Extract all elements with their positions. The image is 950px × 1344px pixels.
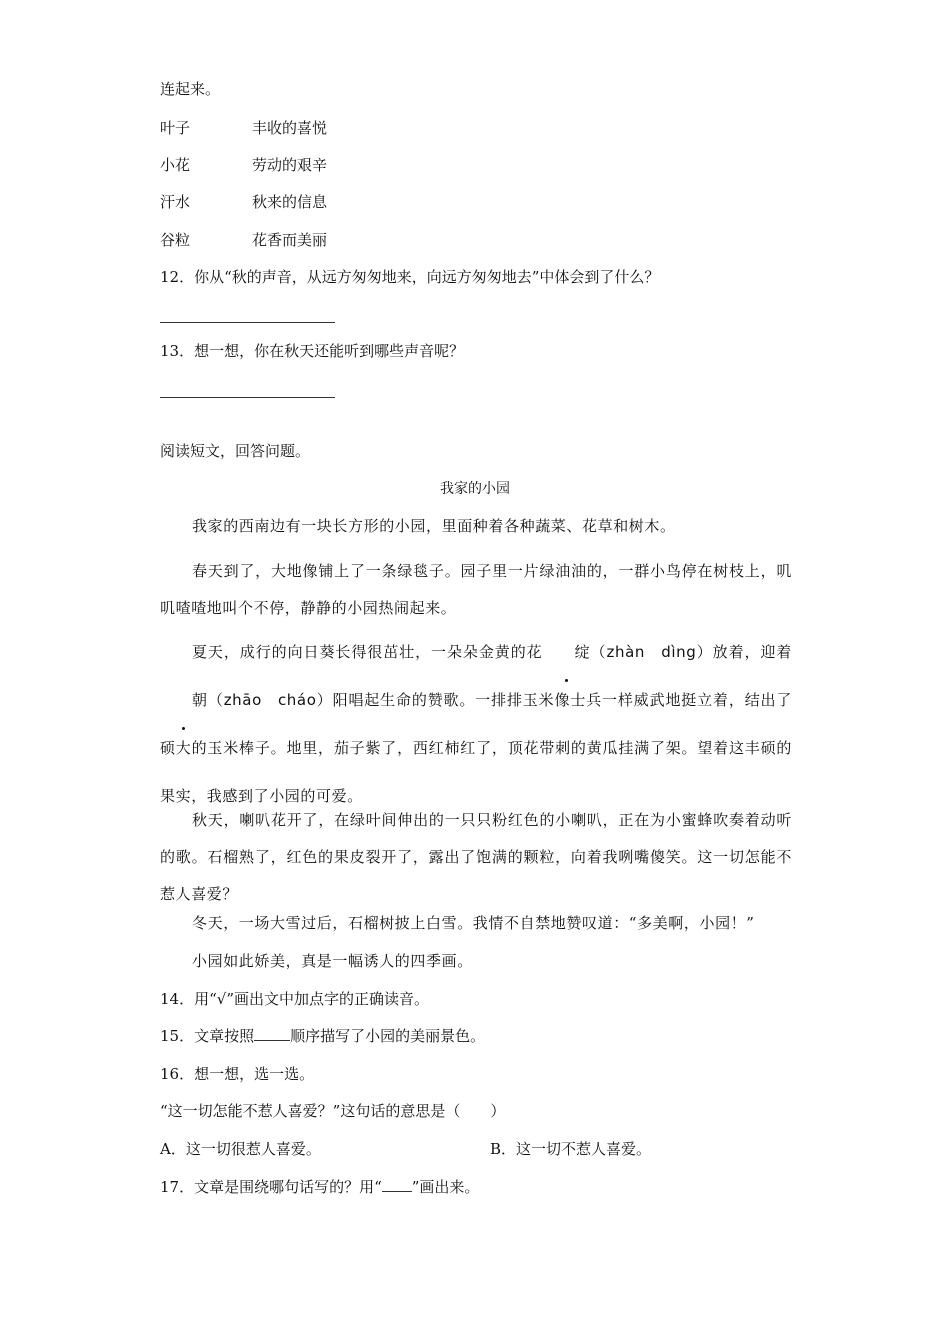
question-15 xyxy=(160,1026,485,1046)
p3-text-c: 阳唱起生命的赞歌。一排排玉米像士兵一样威武地挺立着，结出了硕大的玉米棒子。地里，茄子紫了，西红柿红了，顶花带刺的黄瓜挂满了架。望着这丰硕的果实，我感到了小园的可爱。 xyxy=(160,691,792,805)
answer-blank-12[interactable] xyxy=(160,322,335,323)
matching-right-1: 丰收的喜悦 xyxy=(252,119,328,137)
question-14: 14．用“√”画出文中加点字的正确读音。 xyxy=(160,990,429,1008)
matching-left-2: 小花 xyxy=(160,156,191,174)
q17-text-a: 17．文章是围绕哪句话写的？用“ xyxy=(160,1178,382,1196)
matching-left-3: 汗水 xyxy=(160,193,191,211)
question-17 xyxy=(160,1177,479,1197)
question-16-stem: “这一切怎能不惹人喜爱？”这句话的意思是（ ） xyxy=(160,1102,506,1120)
pinyin-options-1: （zhàn dìng） xyxy=(590,643,713,661)
matching-left-1: 叶子 xyxy=(160,119,191,137)
question-16: 16．想一想，选一选。 xyxy=(160,1065,315,1083)
passage-p1: 我家的西南边有一块长方形的小园，里面种着各种蔬菜、花草和树木。 xyxy=(192,517,676,535)
matching-right-4: 花香而美丽 xyxy=(252,231,328,249)
question-12: 12．你从“秋的声音，从远方匆匆地来，向远方匆匆地去”中体会到了什么？ xyxy=(160,268,660,286)
underline-mark xyxy=(382,1177,412,1192)
q11-tail: 连起来。 xyxy=(160,80,221,98)
passage-p2: 春天到了，大地像铺上了一条绿毯子。园子里一片绿油油的，一群小鸟停在树枝上，叽叽喳喳地叫个不停，静静的小园热闹起来。 xyxy=(160,562,792,617)
passage-p6: 小园如此娇美，真是一幅诱人的四季画。 xyxy=(192,952,473,970)
passage-p4: 秋天，喇叭花开了，在绿叶间伸出的一只只粉红色的小喇叭，正在为小蜜蜂吹奏着动听的歌。石榴熟了，红色的果皮裂开了，露出了饱满的颗粒，向着我咧嘴傻笑。这一切怎能不惹人喜爱？ xyxy=(160,811,792,903)
passage-title: 我家的小园 xyxy=(440,481,510,497)
matching-right-3: 秋来的信息 xyxy=(252,193,328,211)
matching-left-4: 谷粒 xyxy=(160,231,191,249)
passage-p3 xyxy=(160,628,792,820)
question-13: 13．想一想，你在秋天还能听到哪些声音呢？ xyxy=(160,342,465,360)
p3-text-b: 放着，迎着 xyxy=(712,643,792,661)
dotted-char-zhao: 朝 xyxy=(160,676,208,724)
p3-text-a: 夏天，成行的向日葵长得很茁壮，一朵朵金黄的花 xyxy=(192,643,543,661)
q15-text-b: 顺序描写了小园的美丽景色。 xyxy=(290,1027,486,1045)
reading-intro: 阅读短文，回答问题。 xyxy=(160,442,311,460)
dotted-char-zhan: 绽 xyxy=(543,628,591,676)
passage-p5: 冬天，一场大雪过后，石榴树披上白雪。我情不自禁地赞叹道：“多美啊，小园！” xyxy=(192,914,755,932)
q17-text-b: ”画出来。 xyxy=(411,1178,480,1196)
pinyin-options-2: （zhāo cháo） xyxy=(207,691,333,709)
option-b[interactable]: B．这一切不惹人喜爱。 xyxy=(490,1140,652,1158)
matching-right-2: 劳动的艰辛 xyxy=(252,156,328,174)
answer-blank-13[interactable] xyxy=(160,397,335,398)
answer-blank-15[interactable] xyxy=(254,1026,290,1041)
q15-text-a: 15．文章按照 xyxy=(160,1027,255,1045)
option-a[interactable]: A．这一切很惹人喜爱。 xyxy=(160,1140,321,1158)
